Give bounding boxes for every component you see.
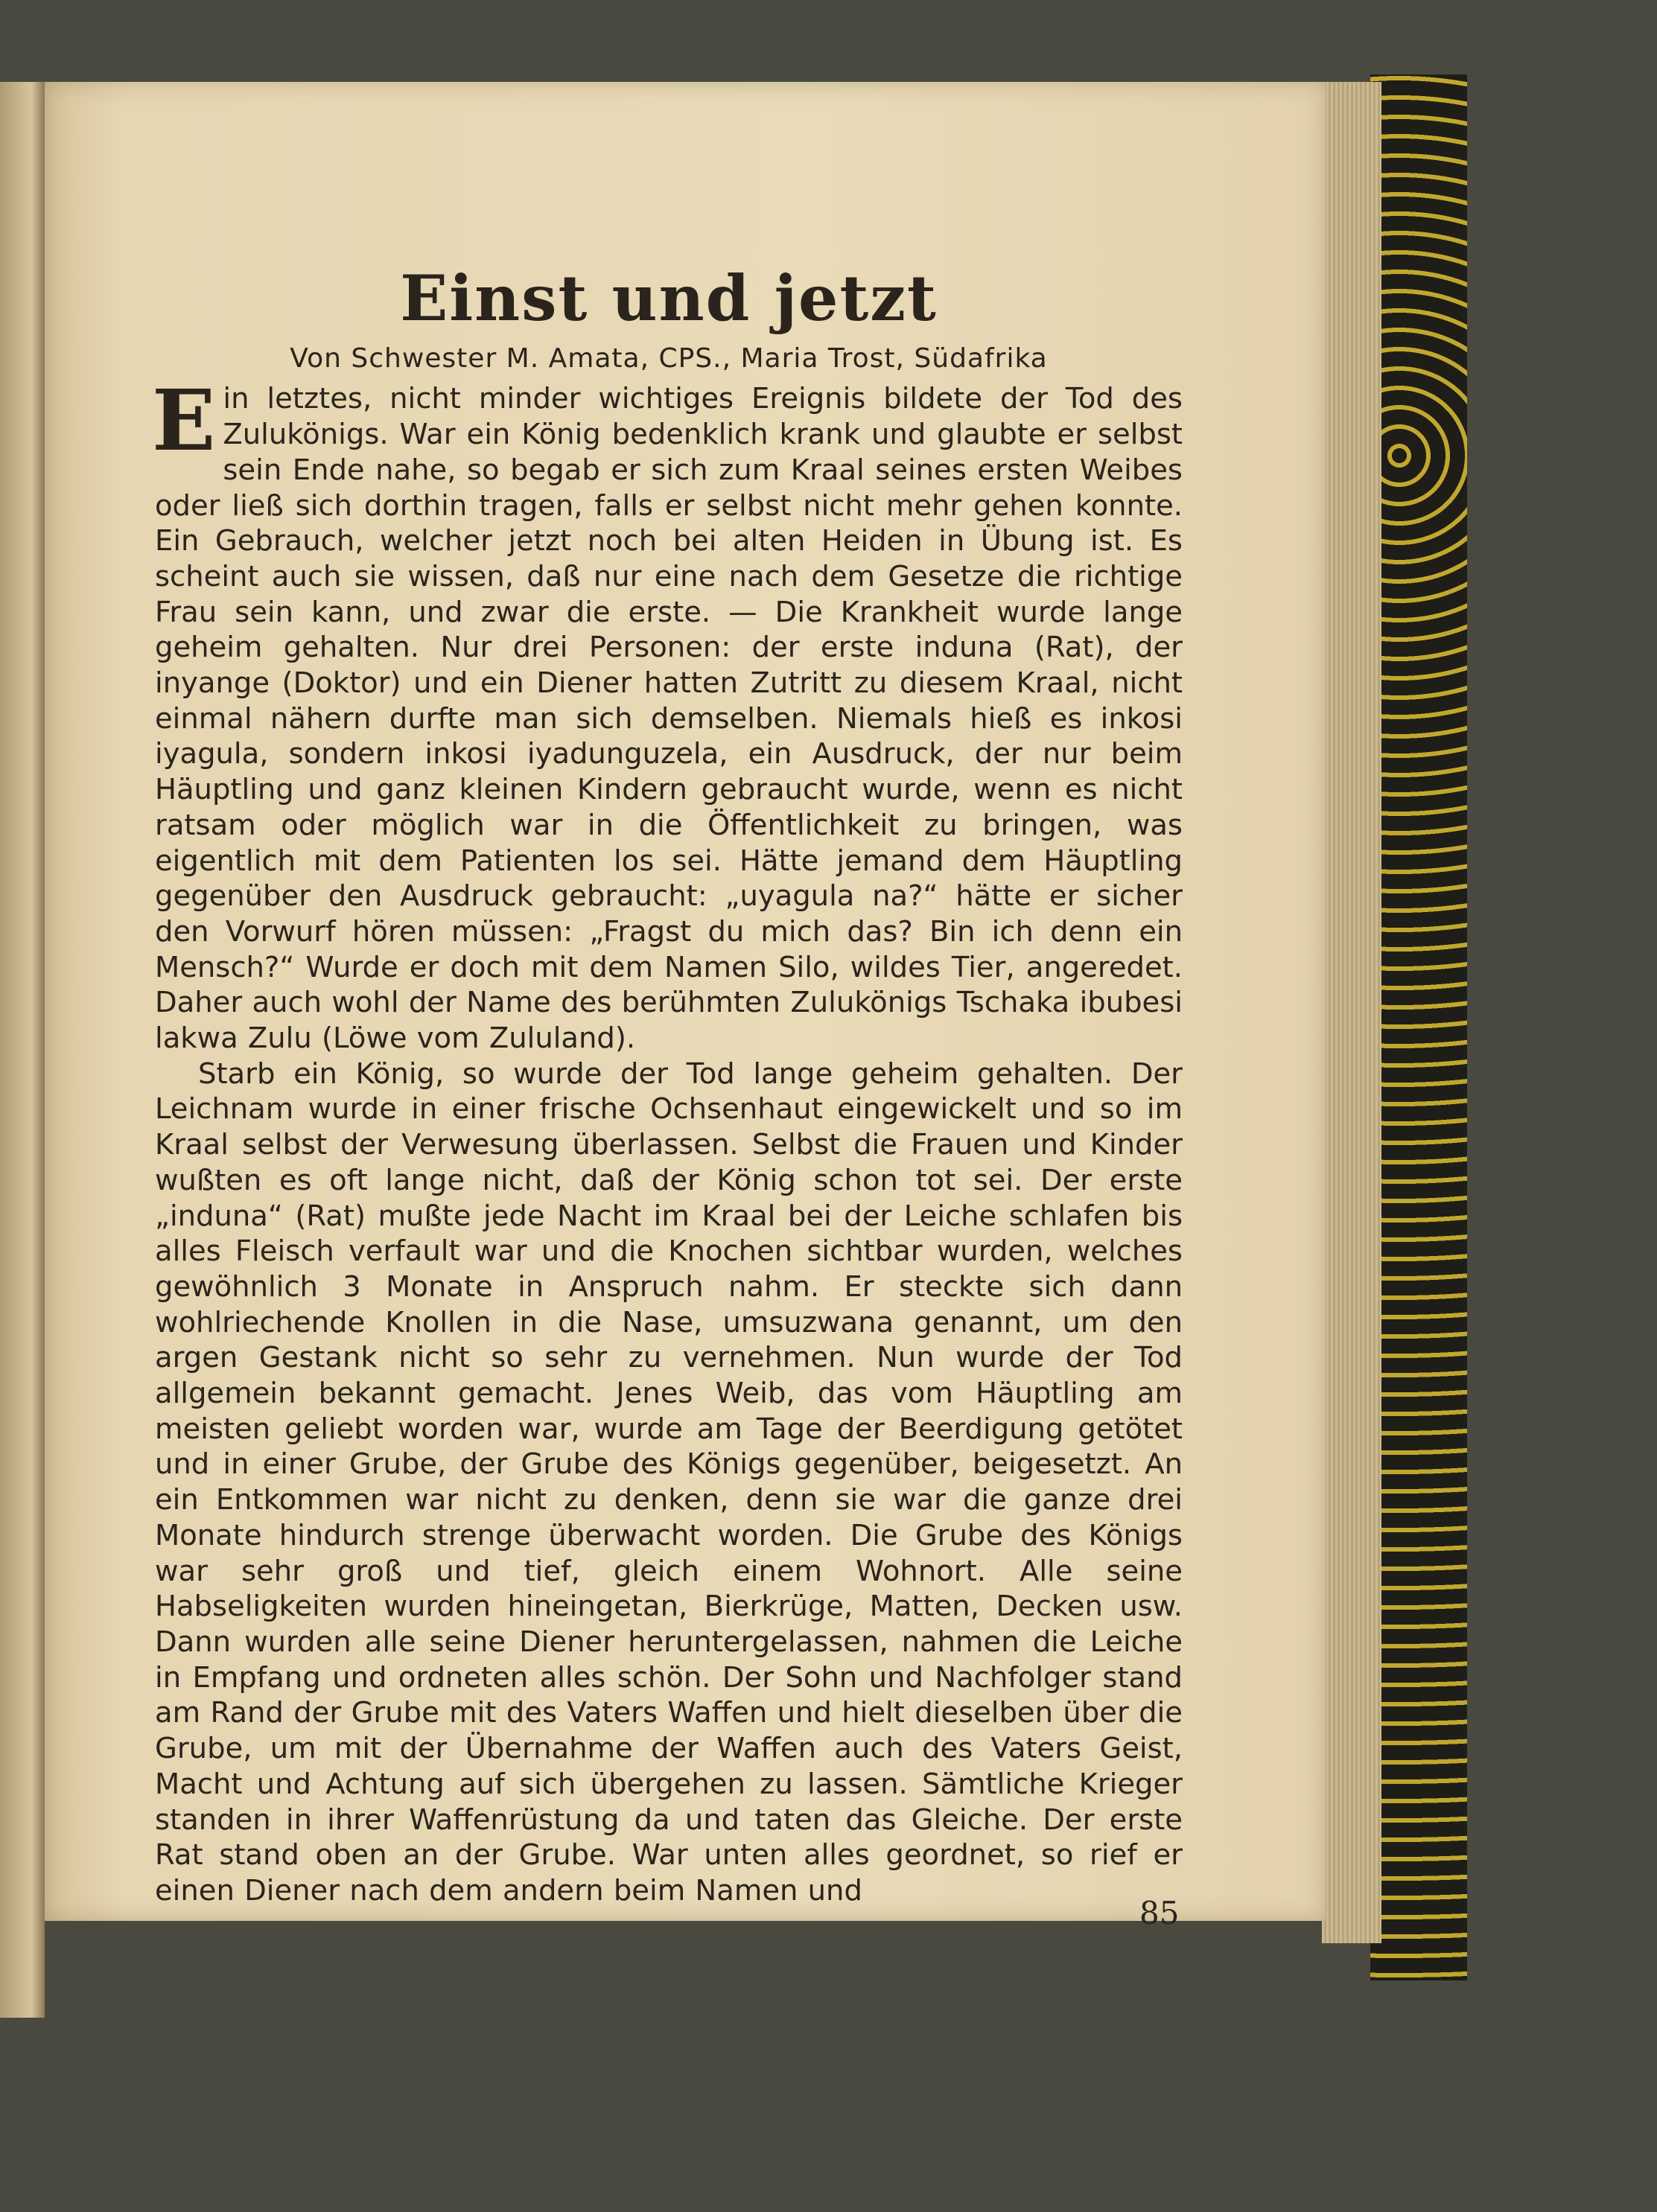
article	[152, 261, 1183, 1909]
article-byline: Von Schwester M. Amata, CPS., Maria Trost, Südafrika	[290, 343, 1048, 374]
book-cover-edge	[1370, 74, 1467, 1980]
paragraph-1	[152, 372, 1183, 1056]
left-page-edge	[0, 82, 45, 2018]
paragraph-2: Starb ein König, so wurde der Tod lange geheim gehalten. Der Leichnam wurde in einer frische Ochsenhaut eingewickelt und so im Kraal selbst der Verwesung überlassen. Selbst die Frauen und Kinder wußten es oft lange nicht, daß der König schon tot sei. Der erste „induna“ (Rat) mußte jede Nacht im Kraal bei der Leiche schlafen bis alles Fleisch verfault war und die Knochen sichtbar wurden, welches gewöhnlich 3 Monate in Anspruch nahm. Er steckte sich dann wohlriechende Knollen in die Nase, umsuzwana genannt, um den argen Gestank nicht so sehr zu vernehmen. Nun wurde der Tod allgemein bekannt gemacht. Jenes Weib, das vom Häuptling am meisten geliebt worden war, wurde am Tage der Beerdigung getötet und in einer Grube, der Grube des Königs gegenüber, beigesetzt. An ein Entkommen war nicht zu denken, denn sie war die ganze drei Monate hindurch strenge überwacht worden. Die Grube des Königs war sehr groß und tief, gleich einem Wohnort. Alle seine Habseligkeiten wurden hineingetan, Bierkrüge, Matten, Decken usw. Dann wurden alle seine Diener heruntergelassen, nahmen die Leiche in Empfang und ordneten alles schön. Der Sohn und Nachfolger stand am Rand der Grube mit des Vaters Waffen und hielt dieselben über die Grube, um mit der Übernahme der Waffen auch des Vaters Geist, Macht und Achtung auf sich übergehen zu lassen. Sämtliche Krieger standen in ihrer Waffenrüstung da und taten das Gleiche. Der erste Rat stand oben an der Grube. War unten alles geordnet, so rief er einen Diener nach dem andern beim Namen und	[155, 1056, 1183, 1907]
paragraph-1-text: in letztes, nicht minder wichtiges Ereignis bildete der Tod des Zulukönigs. War ein König bedenklich krank und glaubte er selbst sein Ende nahe, so begab er sich zum Kraal seines ersten Weibes oder ließ sich dorthin tragen, falls er selbst nicht mehr gehen konnte. Ein Gebrauch, welcher jetzt noch bei alten Heiden in Übung ist. Es scheint auch sie wissen, daß nur eine nach dem Gesetze die richtige Frau sein kann, und zwar die erste. — Die Krankheit wurde lange geheim gehalten. Nur drei Personen: der erste induna (Rat), der inyange (Doktor) und ein Diener hatten Zutritt zu diesem Kraal, nicht einmal nähern durfte man sich demselben. Niemals hieß es inkosi iyagula, sondern inkosi iyadunguzela, ein Ausdruck, der nur beim Häuptling und ganz kleinen Kindern gebraucht wurde, wenn es nicht ratsam oder möglich war in die Öffentlichkeit zu bringen, was eigentlich mit dem Patienten los sei. Hätte jemand dem Häuptling gegenüber den Ausdruck gebraucht: „uyagula na?“ hätte er sicher den Vorwurf hören müssen: „Fragst du mich das? Bin ich denn ein Mensch?“ Wurde er doch mit dem Namen Silo, wildes Tier, angeredet. Daher auch wohl der Name des berühmten Zulukönigs Tschaka ibubesi lakwa Zulu (Löwe vom Zululand).	[155, 382, 1183, 1056]
page-stack-edge	[1322, 82, 1381, 1943]
page-number: 85	[1139, 1895, 1180, 1931]
drop-cap: E	[152, 372, 216, 471]
article-body	[152, 372, 1183, 1908]
article-title: Einst und jetzt	[400, 261, 938, 335]
